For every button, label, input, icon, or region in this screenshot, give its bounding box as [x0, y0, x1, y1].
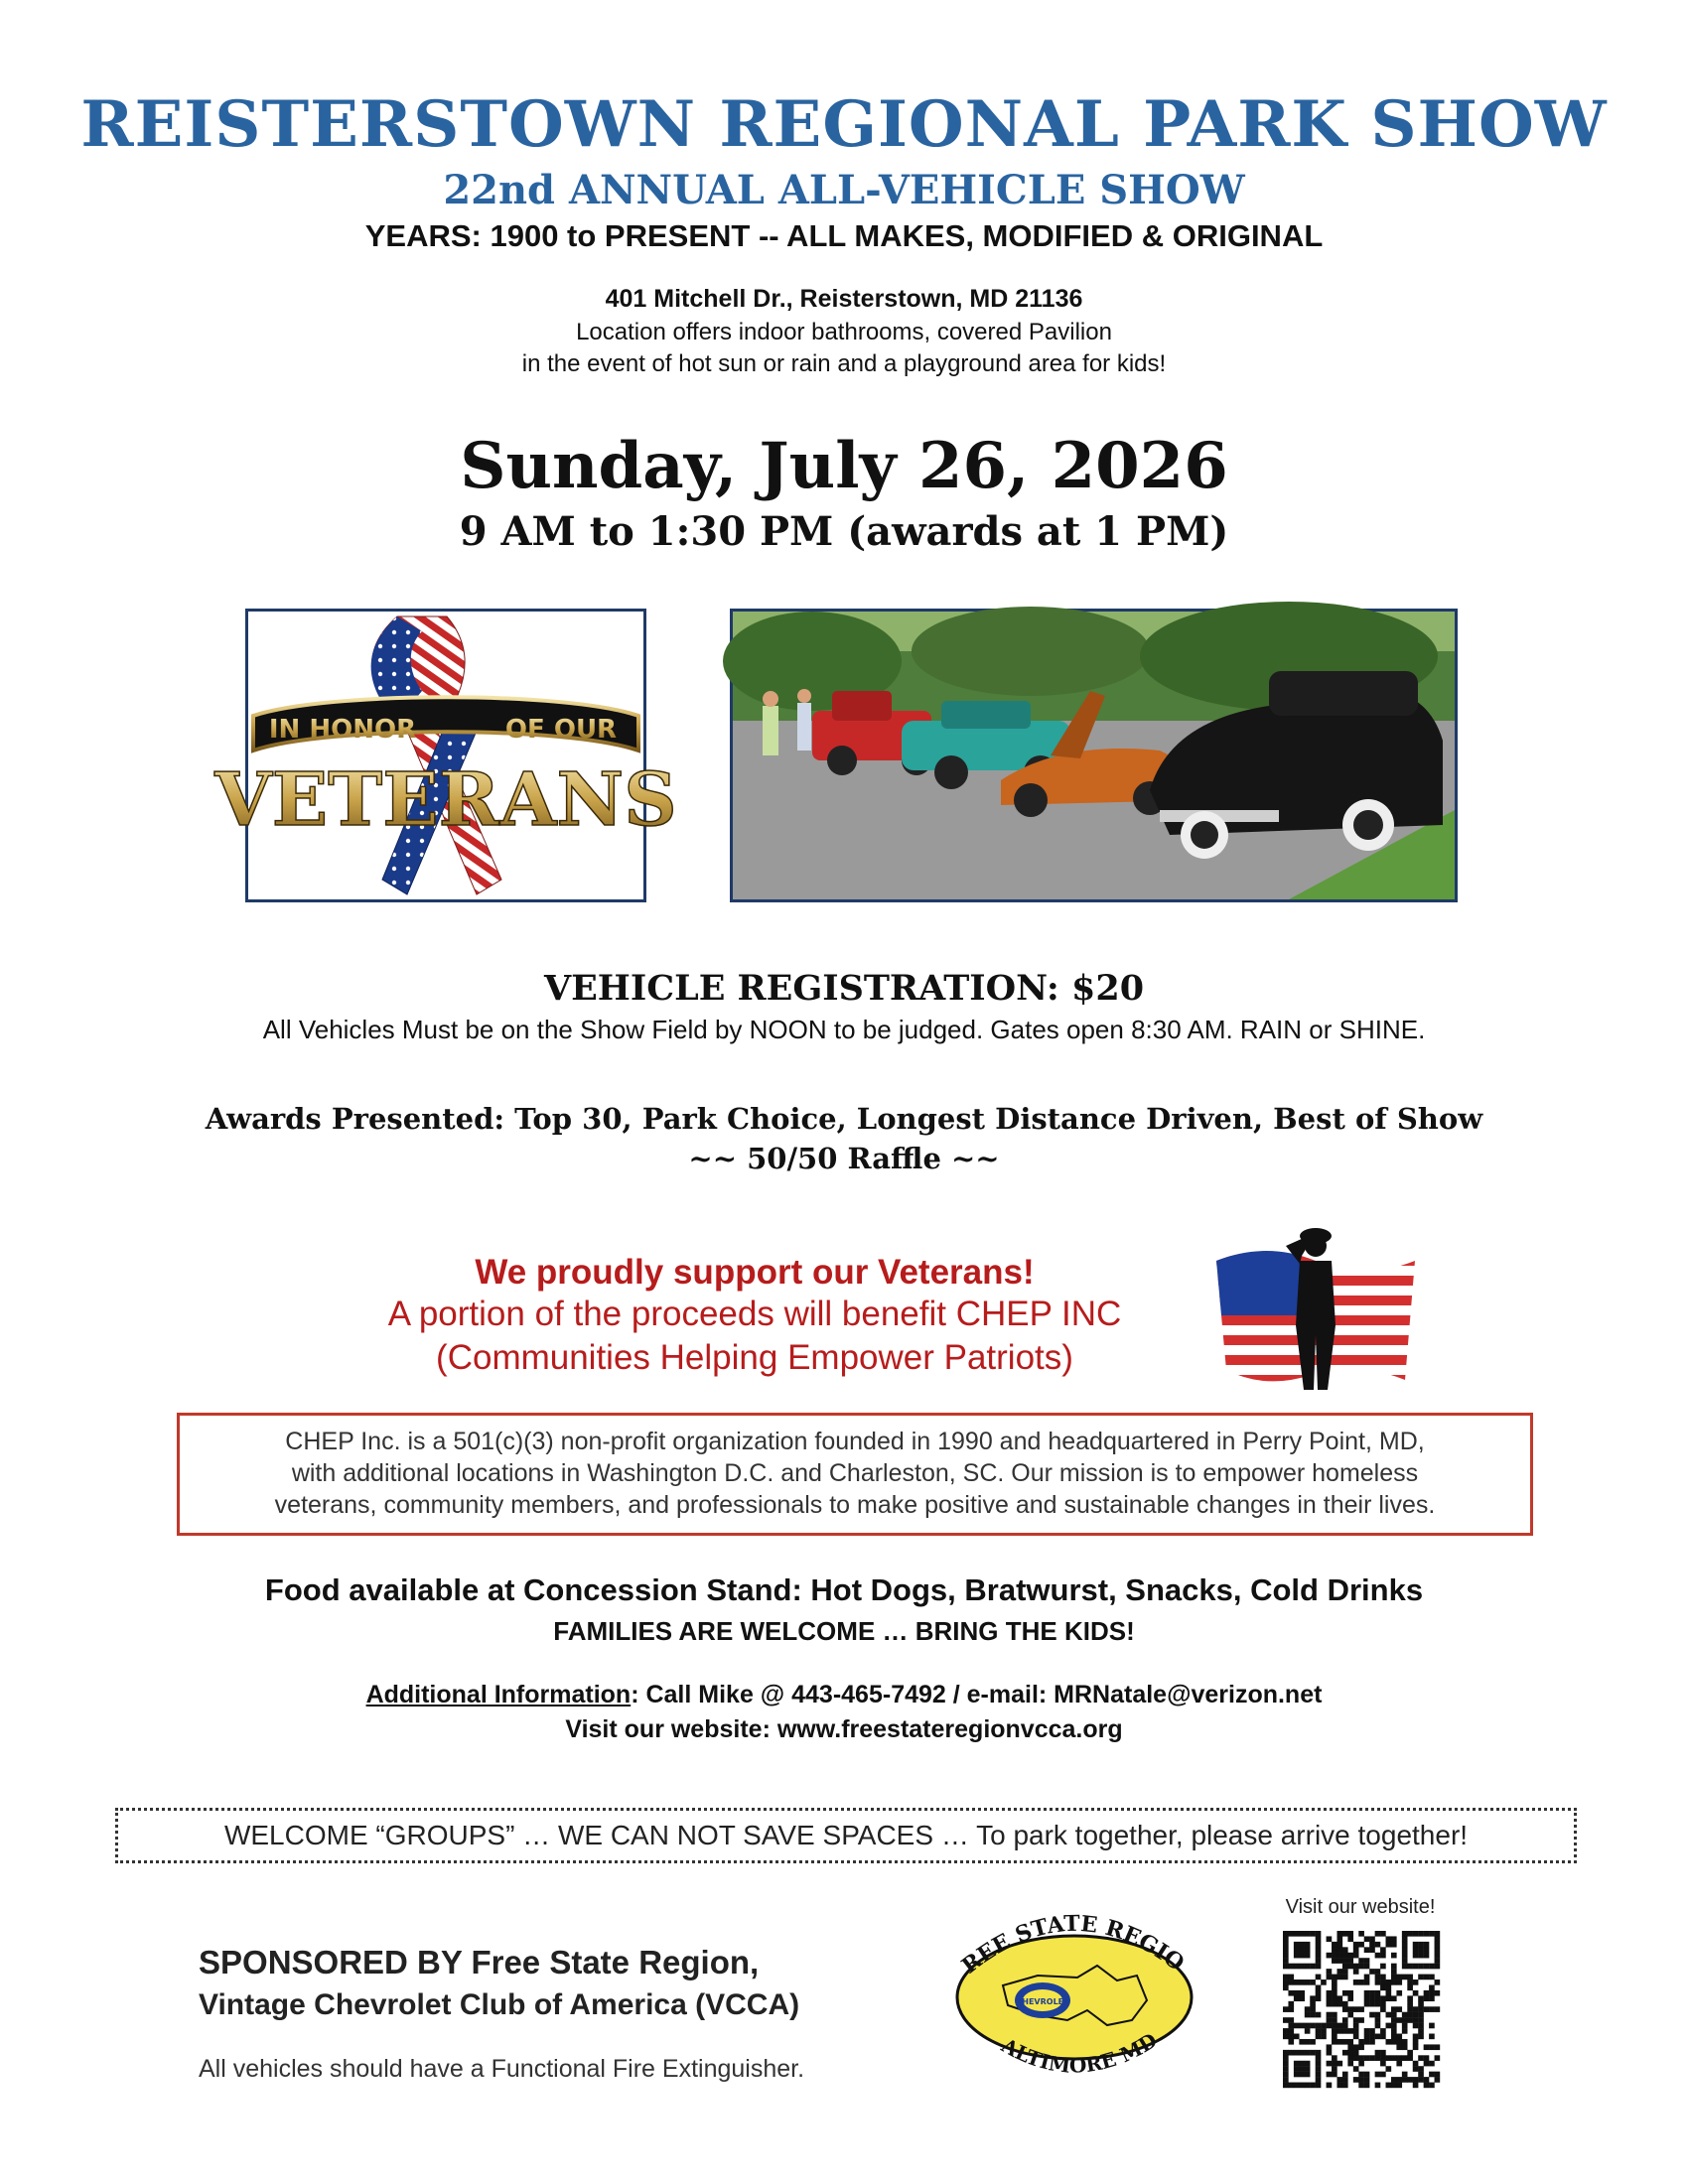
- support-line-2: A portion of the proceeds will benefit CHEP INC: [387, 1295, 1122, 1333]
- fire-extinguisher-note: All vehicles should have a Functional Fire Extinguisher.: [199, 2055, 805, 2083]
- logo-text-of-our: OF OUR: [504, 715, 618, 745]
- support-heading: We proudly support our Veterans!: [475, 1253, 1035, 1292]
- club-logo-top-text: REE STATE REGIO: [956, 1910, 1190, 1979]
- sponsor-line-1: SPONSORED BY Free State Region,: [199, 1944, 760, 1980]
- logo-text-veterans: VETERANS: [214, 757, 677, 843]
- contact-info: [0, 1681, 1688, 1709]
- car-show-illustration: [733, 612, 1455, 899]
- sponsor-line-2: Vintage Chevrolet Club of America (VCCA): [199, 1988, 800, 2021]
- contact-label: Additional Information: [365, 1681, 632, 1708]
- address: 401 Mitchell Dr., Reisterstown, MD 21136: [605, 285, 1083, 313]
- registration-details: All Vehicles Must be on the Show Field by NOON to be judged. Gates open 8:30 AM. RAIN or SHINE.: [262, 1015, 1426, 1044]
- chep-line-1: CHEP Inc. is a 501(c)(3) non-profit organization founded in 1990 and headquartered in Perry Point, MD,: [285, 1428, 1425, 1455]
- event-time: 9 AM to 1:30 PM (awards at 1 PM): [459, 508, 1229, 555]
- car-show-photo: [730, 609, 1458, 902]
- groups-notice: WELCOME “GROUPS” … WE CAN NOT SAVE SPACES … To park together, please arrive together!: [115, 1808, 1577, 1863]
- location-note-1: Location offers indoor bathrooms, covered Pavilion: [576, 319, 1112, 345]
- support-line-3: (Communities Helping Empower Patriots): [436, 1338, 1073, 1377]
- location-note-2: in the event of hot sun or rain and a playground area for kids!: [521, 350, 1167, 377]
- chep-description-box: [177, 1413, 1533, 1536]
- flag-soldier-icon: [1216, 1216, 1415, 1390]
- club-badge-text: CHEVROLET: [1016, 1997, 1069, 2006]
- qr-code-graphic: [1283, 1931, 1440, 2088]
- page-subtitle: 22nd ANNUAL ALL-VEHICLE SHOW: [443, 167, 1245, 213]
- registration-heading: VEHICLE REGISTRATION: $20: [543, 968, 1145, 1009]
- free-state-region-logo: [948, 1906, 1201, 2080]
- contact-details: : Call Mike @ 443-465-7492 / e-mail: MRNatale@verizon.net: [631, 1681, 1323, 1708]
- food-line: Food available at Concession Stand: Hot Dogs, Bratwurst, Snacks, Cold Drinks: [264, 1572, 1424, 1607]
- families-line: FAMILIES ARE WELCOME … BRING THE KIDS!: [553, 1616, 1135, 1646]
- qr-code[interactable]: [1283, 1931, 1440, 2088]
- awards-line: Awards Presented: Top 30, Park Choice, Longest Distance Driven, Best of Show: [205, 1102, 1483, 1136]
- years-line: YEARS: 1900 to PRESENT -- ALL MAKES, MODIFIED & ORIGINAL: [364, 218, 1324, 253]
- veterans-logo: [214, 609, 677, 902]
- chep-line-3: veterans, community members, and professionals to make positive and sustainable changes in their lives.: [274, 1491, 1436, 1519]
- event-date: Sunday, July 26, 2026: [460, 429, 1228, 503]
- page-title: REISTERSTOWN REGIONAL PARK SHOW: [80, 87, 1608, 162]
- logo-text-in-honor: IN HONOR: [268, 715, 417, 745]
- website-line: Visit our website: www.freestateregionvcca.org: [565, 1715, 1123, 1743]
- club-logo-bottom-text: ALTIMORE MD: [997, 2028, 1161, 2078]
- veterans-ribbon-graphic: [214, 612, 677, 899]
- chep-line-2: with additional locations in Washington D.C. and Charleston, SC. Our mission is to empower homeless: [291, 1459, 1419, 1487]
- qr-caption: Visit our website!: [1285, 1896, 1436, 1918]
- raffle-line: ~~ 50/50 Raffle ~~: [688, 1142, 1000, 1175]
